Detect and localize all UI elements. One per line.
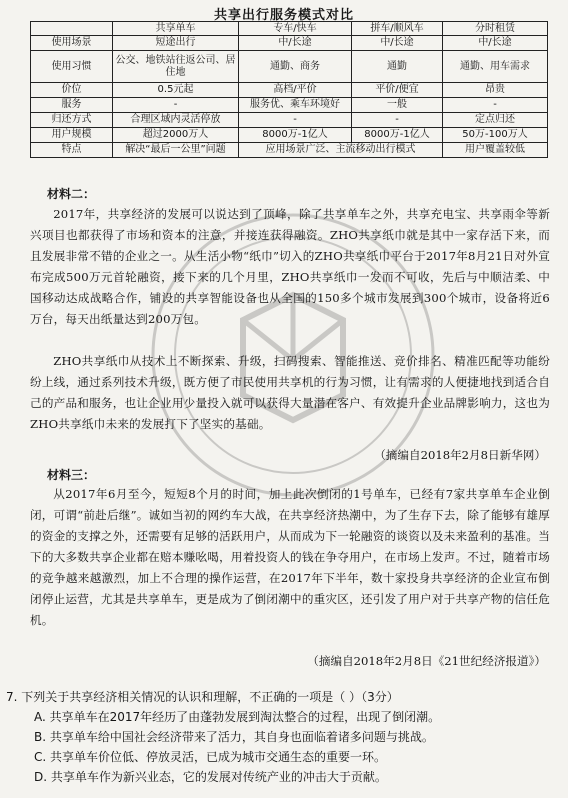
table-cell: 中/长途 [239,36,352,51]
table-cell: 应用场景广泛、主流移动出行模式 [239,143,443,158]
table-cell: 一般 [352,98,443,113]
table-row [31,98,548,113]
option-a: A. 共享单车在2017年经历了由蓬勃发展到淘汰整合的过程，出现了倒闭潮。 [34,710,441,724]
row-label: 归还方式 [31,113,113,128]
table-cell: 解决“最后一公里”问题 [113,143,239,158]
material-3-paragraph-1: 从2017年6月至今，短短8个月的时间，加上此次倒闭的1号单车，已经有7家共享单车企业倒闭，可谓“前赴后继”。诚如当初的网约车大战，在共享经济热潮中，为了生存下去，除了能够有雄厚的资金的支撑之外，还需要有足够的活跃用户，从而成为下一轮融资的谈资以及未来盈利的基准。当下的大多数共享企业都在赔本赚吆喝，用着投资人的钱在争夺用户，在市场上发声。不过，随着市场的竞争越来越激烈，加上不合理的操作运营，在2017年下半年，数十家投身共享经济的企业宣布倒闭停止运营，尤其是共享单车，更是成为了倒闭潮中的重灾区，还引发了用户对于共享产物的信任危机。 [30,487,550,627]
header-cell: 拼车/顺风车 [352,22,443,36]
table-cell: 用户覆盖较低 [443,143,548,158]
table-cell: - [443,98,548,113]
table-cell: 定点归还 [443,113,548,128]
material-2-source: （摘编自2018年2月8日新华网） [374,448,546,462]
table-row [31,128,548,143]
table-cell: 50万-100万人 [443,128,548,143]
question-stem: 7. 下列关于共享经济相关情况的认识和理解，不正确的一项是（ ）（3分） [6,690,399,704]
table-cell: 中/长途 [352,36,443,51]
table-cell: 公交、地铁站往返公司、居住地 [113,51,239,83]
header-cell [31,22,113,36]
table-cell: 中/长途 [443,36,548,51]
table-cell: 通勤、商务 [239,51,352,83]
header-cell: 专车/快车 [239,22,352,36]
table-cell: 合理区域内灵活停放 [113,113,239,128]
table-cell: - [113,98,239,113]
row-label: 使用习惯 [31,51,113,83]
table-row [31,83,548,98]
table-cell: 8000万-1亿人 [239,128,352,143]
table-row [31,51,548,83]
option-b: B. 共享单车给中国社会经济带来了活力，其自身也面临着诸多问题与挑战。 [34,730,434,744]
row-label: 服务 [31,98,113,113]
option-c: C. 共享单车价位低、停放灵活，已成为城市交通生态的重要一环。 [34,750,387,764]
table-row [31,113,548,128]
material-2-paragraph-2: ZHO共享纸巾从技术上不断探索、升级，扫码搜索、智能推送、竞价排名、精准匹配等功能纷纷上线，通过系列技术升级，既方便了市民使用共享机的行为习惯，让有需求的人便捷地找到适合自己的产品和服务，也让企业用少量投入就可以获得大量潜在客户、有效提升企业品牌影响力，这也为ZHO共享纸巾未来的发展打下了坚实的基础。 [30,354,550,431]
table-header-row [31,22,548,36]
table-cell: - [239,113,352,128]
comparison-table [30,21,548,158]
row-label: 使用场景 [31,36,113,51]
material-3-source: （摘编自2018年2月8日《21世纪经济报道》） [307,654,546,668]
table-cell: 服务优、乘车环境好 [239,98,352,113]
table-cell: 8000万-1亿人 [352,128,443,143]
table-row [31,143,548,158]
table-cell: 0.5元起 [113,83,239,98]
table-cell: - [352,113,443,128]
table-cell: 平价/便宜 [352,83,443,98]
material-2-heading: 材料二： [47,187,96,201]
row-label: 用户规模 [31,128,113,143]
material-3-heading: 材料三： [47,468,96,482]
table-cell: 短途出行 [113,36,239,51]
option-d: D. 共享单车作为新兴业态，它的发展对传统产业的冲击大于贡献。 [34,770,387,784]
material-2-paragraph-1: 2017年，共享经济的发展可以说达到了顶峰，除了共享单车之外，共享充电宝、共享雨伞等新兴项目也都获得了市场和资本的注意，并接连获得融资。ZHO共享纸巾就是其中一家存活下来，而且发展非常不错的企业之一。从生活小物“纸巾”切入的ZHO共享纸巾平台于2017年8月21日对外宣布完成500万元首轮融资，接下来的几个月里，ZHO共享纸巾一发而不可收，先后与中顺洁柔、中国移动达成战略合作，铺设的共享智能设备也从全国的150多个城市发展到300个城市，设备将近6万台，每天出纸量达到200万包。 [30,207,550,326]
row-label: 特点 [31,143,113,158]
table-cell: 通勤 [352,51,443,83]
header-cell: 共享单车 [113,22,239,36]
table-cell: 超过2000万人 [113,128,239,143]
header-cell: 分时租赁 [443,22,548,36]
table-cell: 昂贵 [443,83,548,98]
table-cell: 通勤、用车需求 [443,51,548,83]
row-label: 价位 [31,83,113,98]
table-row [31,36,548,51]
table-title: 共享出行服务模式对比 [213,8,354,23]
table-cell: 高档/平价 [239,83,352,98]
